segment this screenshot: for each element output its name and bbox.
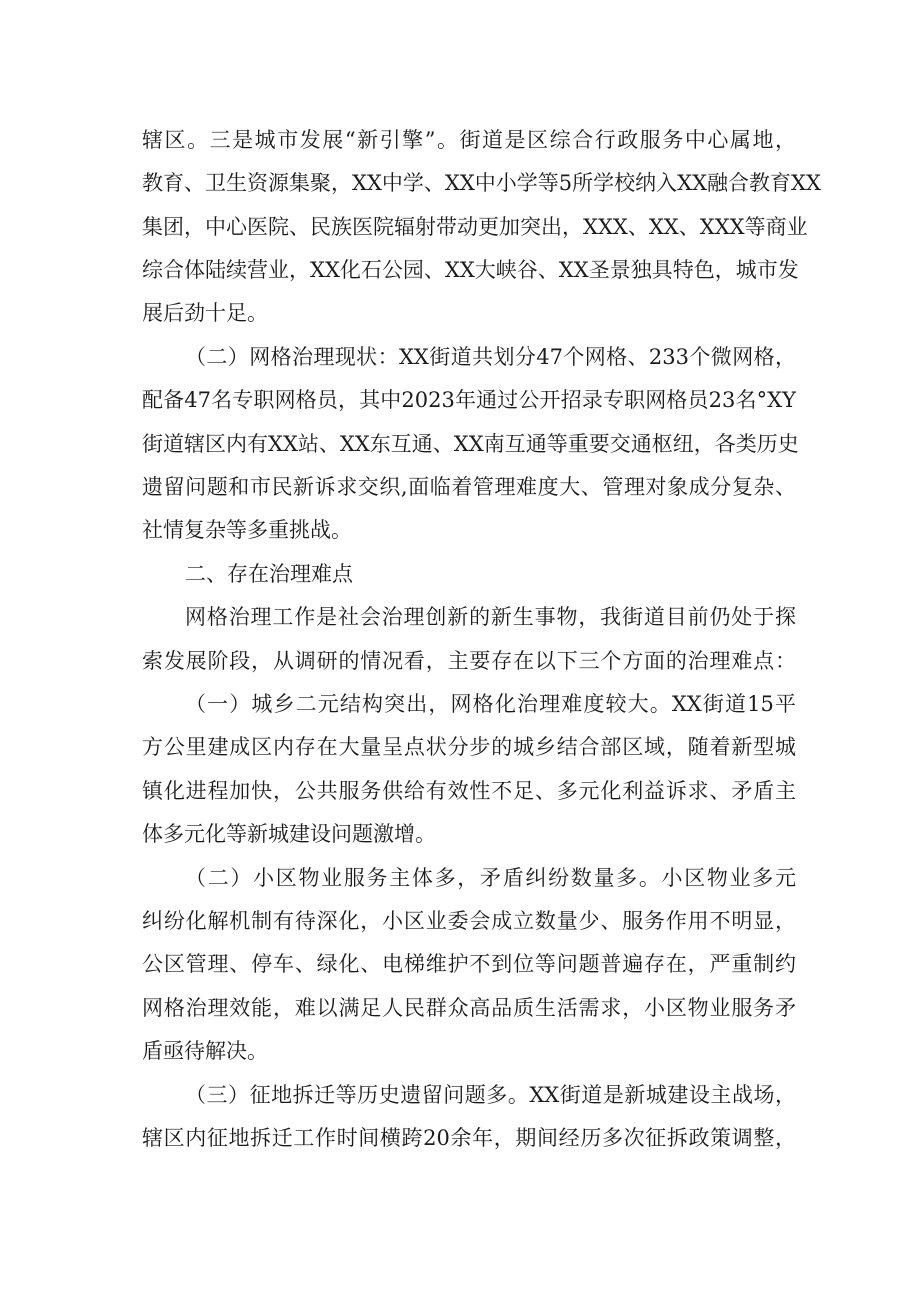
text-line: 综合体陆续营业，XX化石公园、XX大峡谷、XX圣景独具特色，城市发 xyxy=(142,258,799,282)
text-line: 集团，中心医院、民族医院辐射带动更加突出，XXX、XX、XXX等商业 xyxy=(142,215,808,239)
text-line: 社情复杂等多重挑战。 xyxy=(142,518,352,542)
text-line: 公区管理、停车、绿化、电梯维护不到位等问题普遍存在，严重制约 xyxy=(142,952,796,976)
text-line: 索发展阶段，从调研的情况看，主要存在以下三个方面的治理难点： xyxy=(142,649,796,673)
text-line: 街道辖区内有XX站、XX东互通、XX南互通等重要交通枢纽，各类历史 xyxy=(142,432,799,456)
text-line: 辖区内征地拆迁工作时间横跨20余年，期间经历多次征拆政策调整， xyxy=(142,1126,796,1150)
text-line: （三）征地拆迁等历史遗留问题多。XX街道是新城建设主战场， xyxy=(185,1083,796,1107)
text-line: 展后劲十足。 xyxy=(142,301,268,325)
text-line: 盾亟待解决。 xyxy=(142,1039,268,1063)
text-line: 方公里建成区内存在大量呈点状分步的城乡结合部区域，随着新型城 xyxy=(142,735,796,759)
text-line: 镇化进程加快，公共服务供给有效性不足、多元化利益诉求、矛盾主 xyxy=(142,779,796,803)
section-heading: 二、存在治理难点 xyxy=(185,562,353,586)
text-line: （二）小区物业服务主体多，矛盾纠纷数量多。小区物业多元 xyxy=(185,866,796,890)
text-line: 教育、卫生资源集聚，XX中学、XX中小学等5所学校纳入XX融合教育XX xyxy=(142,171,821,195)
text-line: 遗留问题和市民新诉求交织,面临着管理难度大、管理对象成分复杂、 xyxy=(142,475,796,499)
text-line: 辖区。三是城市发展“新引擎”。街道是区综合行政服务中心属地， xyxy=(142,128,796,152)
text-line: （一）城乡二元结构突出，网格化治理难度较大。XX街道15平 xyxy=(185,692,796,716)
text-line: （二）网格治理现状：XX街道共划分47个网格、233个微网格， xyxy=(185,345,796,369)
text-line: 网格治理工作是社会治理创新的新生事物，我街道目前仍处于探 xyxy=(185,605,796,629)
text-line: 体多元化等新城建设问题激增。 xyxy=(142,822,436,846)
text-line: 配备47名专职网格员，其中2023年通过公开招录专职网格员23名°XY xyxy=(142,388,796,412)
text-line: 网格治理效能，难以满足人民群众高品质生活需求，小区物业服务矛 xyxy=(142,996,796,1020)
text-line: 纠纷化解机制有待深化，小区业委会成立数量少、服务作用不明显， xyxy=(142,909,796,933)
